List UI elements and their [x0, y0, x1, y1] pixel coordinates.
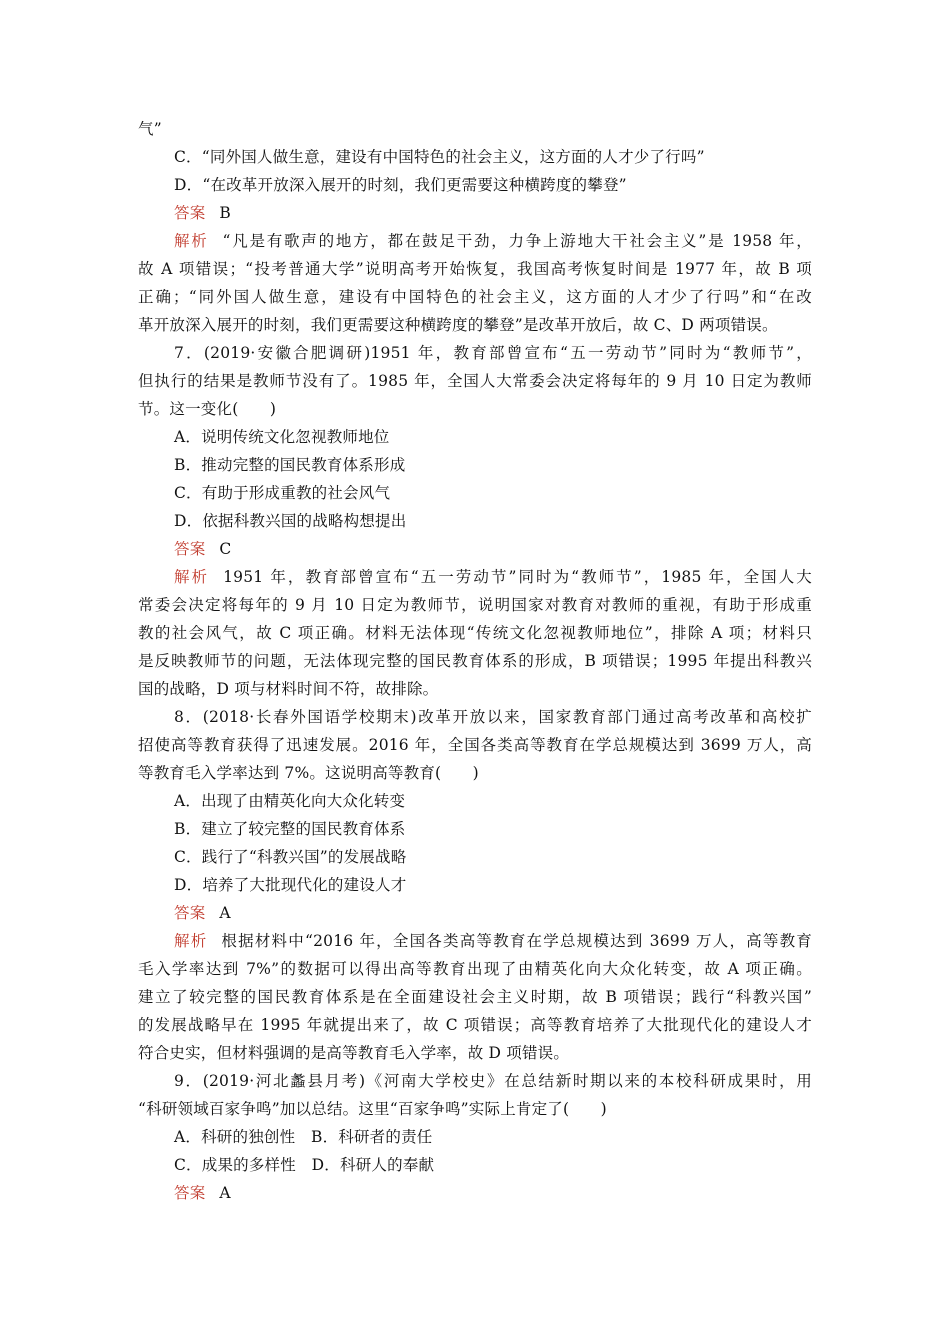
- question-7: 7．(2019·安徽合肥调研)1951 年，教育部曾宣布“五一劳动节”同时为“教师节”，: [174, 344, 812, 362]
- analysis-label: 解析: [174, 232, 209, 250]
- text-line: 气”: [138, 120, 162, 138]
- answer-value: A: [219, 904, 231, 922]
- text-line: 招使高等教育获得了迅速发展。2016 年，全国各类高等教育在学总规模达到 3699 万人，高: [138, 736, 812, 754]
- answer-label: 答案: [174, 1184, 206, 1202]
- option-c: C．“同外国人做生意，建设有中国特色的社会主义，这方面的人才少了行吗”: [174, 148, 705, 166]
- document-page: [138, 115, 812, 1207]
- option-b: B．建立了较完整的国民教育体系: [174, 820, 406, 838]
- text-line: 国的战略，D 项与材料时间不符，故排除。: [138, 680, 439, 698]
- text-line: 的发展战略早在 1995 年就提出来了，故 C 项错误；高等教育培养了大批现代化的建设人才: [138, 1016, 812, 1034]
- answer-label: 答案: [174, 540, 206, 558]
- answer-value: B: [219, 204, 231, 222]
- analysis-line: [138, 563, 812, 591]
- option-d: D．依据科教兴国的战略构想提出: [174, 512, 407, 530]
- option-d: D．培养了大批现代化的建设人才: [174, 876, 407, 894]
- answer-value: C: [219, 540, 232, 558]
- text-line: 但执行的结果是教师节没有了。1985 年，全国人大常委会决定将每年的 9 月 10 日定为教师: [138, 372, 812, 390]
- analysis-line: [138, 227, 812, 255]
- option-c: C．践行了“科教兴国”的发展战略: [174, 848, 407, 866]
- answer-value: A: [219, 1184, 231, 1202]
- question-9: 9．(2019·河北蠡县月考)《河南大学校史》在总结新时期以来的本校科研成果时，用: [174, 1072, 812, 1090]
- text-line: 等教育毛入学率达到 7%。这说明高等教育( ): [138, 764, 479, 782]
- text-line: 节。这一变化( ): [138, 400, 277, 418]
- text-line: 革开放深入展开的时刻，我们更需要这种横跨度的攀登”是改革开放后，故 C、D 两项错误。: [138, 316, 778, 334]
- option-a: A．说明传统文化忽视教师地位: [174, 428, 390, 446]
- answer-label: 答案: [174, 904, 206, 922]
- text-line: 建立了较完整的国民教育体系是在全面建设社会主义时期，故 B 项错误；践行“科教兴国”: [138, 988, 812, 1006]
- analysis-label: 解析: [174, 932, 208, 950]
- option-b: B．推动完整的国民教育体系形成: [174, 456, 406, 474]
- options-c-d: C．成果的多样性 D．科研人的奉献: [174, 1156, 435, 1174]
- text-line: “科研领域百家争鸣”加以总结。这里“百家争鸣”实际上肯定了( ): [138, 1100, 607, 1118]
- answer-label: 答案: [174, 204, 206, 222]
- text-line: 毛入学率达到 7%”的数据可以得出高等教育出现了由精英化向大众化转变，故 A 项正确。: [138, 960, 812, 978]
- option-a: A．出现了由精英化向大众化转变: [174, 792, 406, 810]
- answer-line: [138, 535, 812, 563]
- analysis-text: 1951 年，教育部曾宣布“五一劳动节”同时为“教师节”，1985 年，全国人大: [223, 568, 812, 586]
- text-line: 符合史实，但材料强调的是高等教育毛入学率，故 D 项错误。: [138, 1044, 570, 1062]
- answer-line: [138, 899, 812, 927]
- option-c: C．有助于形成重教的社会风气: [174, 484, 391, 502]
- text-line: 正确；“同外国人做生意，建设有中国特色的社会主义，这方面的人才少了行吗”和“在改: [138, 288, 812, 306]
- answer-line: [138, 1179, 812, 1207]
- text-line: 故 A 项错误；“投考普通大学”说明高考开始恢复，我国高考恢复时间是 1977 年，故 B 项: [138, 260, 812, 278]
- question-8: 8．(2018·长春外国语学校期末)改革开放以来，国家教育部门通过高考改革和高校扩: [174, 708, 812, 726]
- analysis-text: 根据材料中“2016 年，全国各类高等教育在学总规模达到 3699 万人，高等教育: [221, 932, 812, 950]
- analysis-label: 解析: [174, 568, 210, 586]
- analysis-text: “凡是有歌声的地方，都在鼓足干劲，力争上游地大干社会主义”是 1958 年，: [222, 232, 812, 250]
- analysis-line: [138, 927, 812, 955]
- answer-line: [138, 199, 812, 227]
- text-line: 常委会决定将每年的 9 月 10 日定为教师节，说明国家对教育对教师的重视，有助于形成重: [138, 596, 812, 614]
- text-line: 教的社会风气，故 C 项正确。材料无法体现“传统文化忽视教师地位”，排除 A 项；材料只: [138, 624, 812, 642]
- option-d: D．“在改革开放深入展开的时刻，我们更需要这种横跨度的攀登”: [174, 176, 627, 194]
- options-a-b: A．科研的独创性 B．科研者的责任: [174, 1128, 433, 1146]
- text-line: 是反映教师节的问题，无法体现完整的国民教育体系的形成，B 项错误；1995 年提出科教兴: [138, 652, 812, 670]
